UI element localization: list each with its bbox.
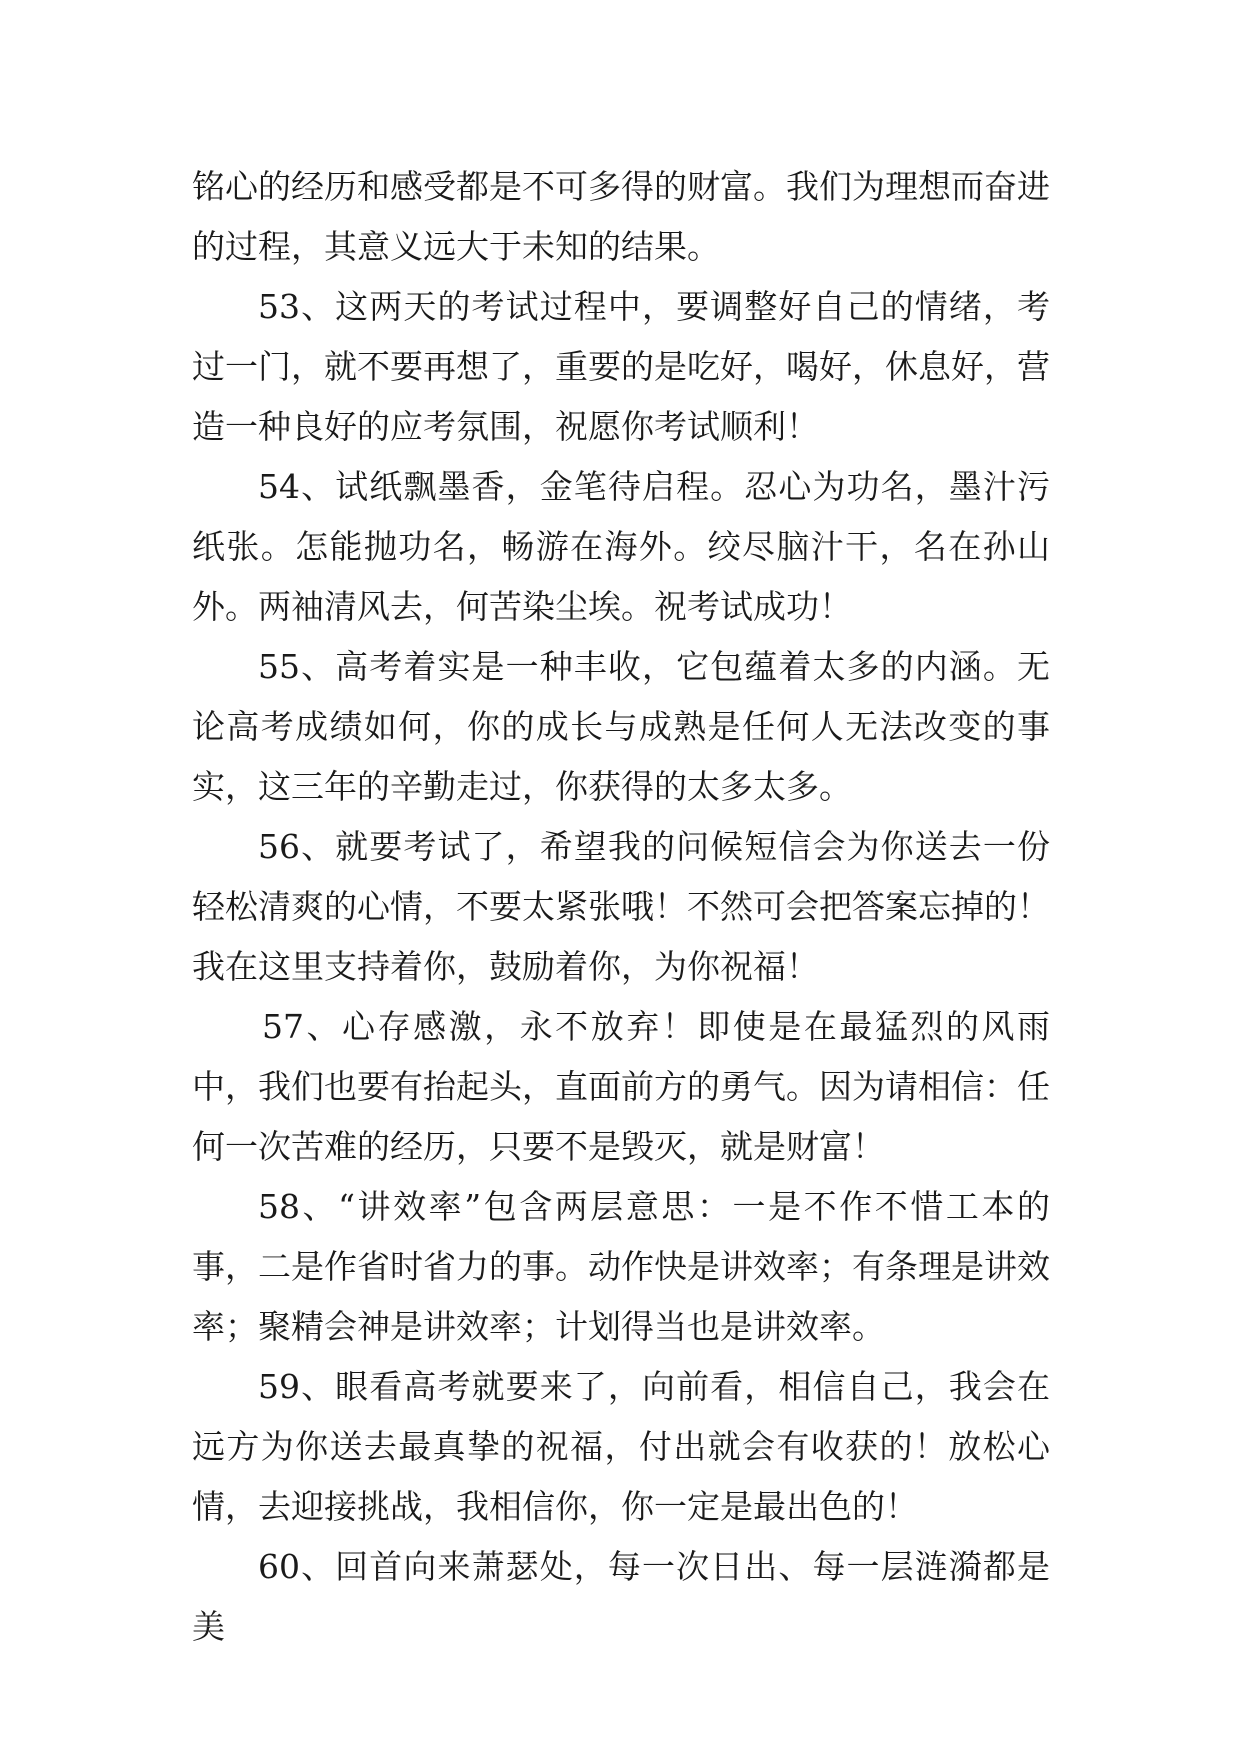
paragraph-56: 56、就要考试了，希望我的问候短信会为你送去一份轻松清爽的心情，不要太紧张哦！不然可会把答案忘掉的！我在这里支持着你，鼓励着你，为你祝福！ — [192, 827, 1050, 986]
paragraph-54: 54、试纸飘墨香，金笔待启程。忍心为功名，墨汁污纸张。怎能抛功名，畅游在海外。绞尽脑汁干，名在孙山外。两袖清风去，何苦染尘埃。祝考试成功！ — [192, 467, 1050, 626]
paragraph-55: 55、高考着实是一种丰收，它包蕴着太多的内涵。无论高考成绩如何，你的成长与成熟是任何人无法改变的事实，这三年的辛勤走过，你获得的太多太多。 — [192, 647, 1050, 806]
paragraph-continuation: 铭心的经历和感受都是不可多得的财富。我们为理想而奋进的过程，其意义远大于未知的结果。 — [192, 167, 1050, 266]
paragraph-57: 57、心存感激，永不放弃！即使是在最猛烈的风雨中，我们也要有抬起头，直面前方的勇气。因为请相信：任何一次苦难的经历，只要不是毁灭，就是财富！ — [192, 1007, 1050, 1166]
paragraph-60: 60、回首向来萧瑟处，每一次日出、每一层涟漪都是美 — [192, 1547, 1050, 1646]
paragraph-58: 58、“讲效率”包含两层意思：一是不作不惜工本的事，二是作省时省力的事。动作快是讲效率；有条理是讲效率；聚精会神是讲效率；计划得当也是讲效率。 — [192, 1187, 1050, 1346]
paragraph-53: 53、这两天的考试过程中，要调整好自己的情绪，考过一门，就不要再想了，重要的是吃好，喝好，休息好，营造一种良好的应考氛围，祝愿你考试顺利！ — [192, 287, 1050, 446]
document-body — [192, 157, 1050, 1657]
paragraph-59: 59、眼看高考就要来了，向前看，相信自己，我会在远方为你送去最真挚的祝福，付出就会有收获的！放松心情，去迎接挑战，我相信你，你一定是最出色的！ — [192, 1367, 1050, 1526]
